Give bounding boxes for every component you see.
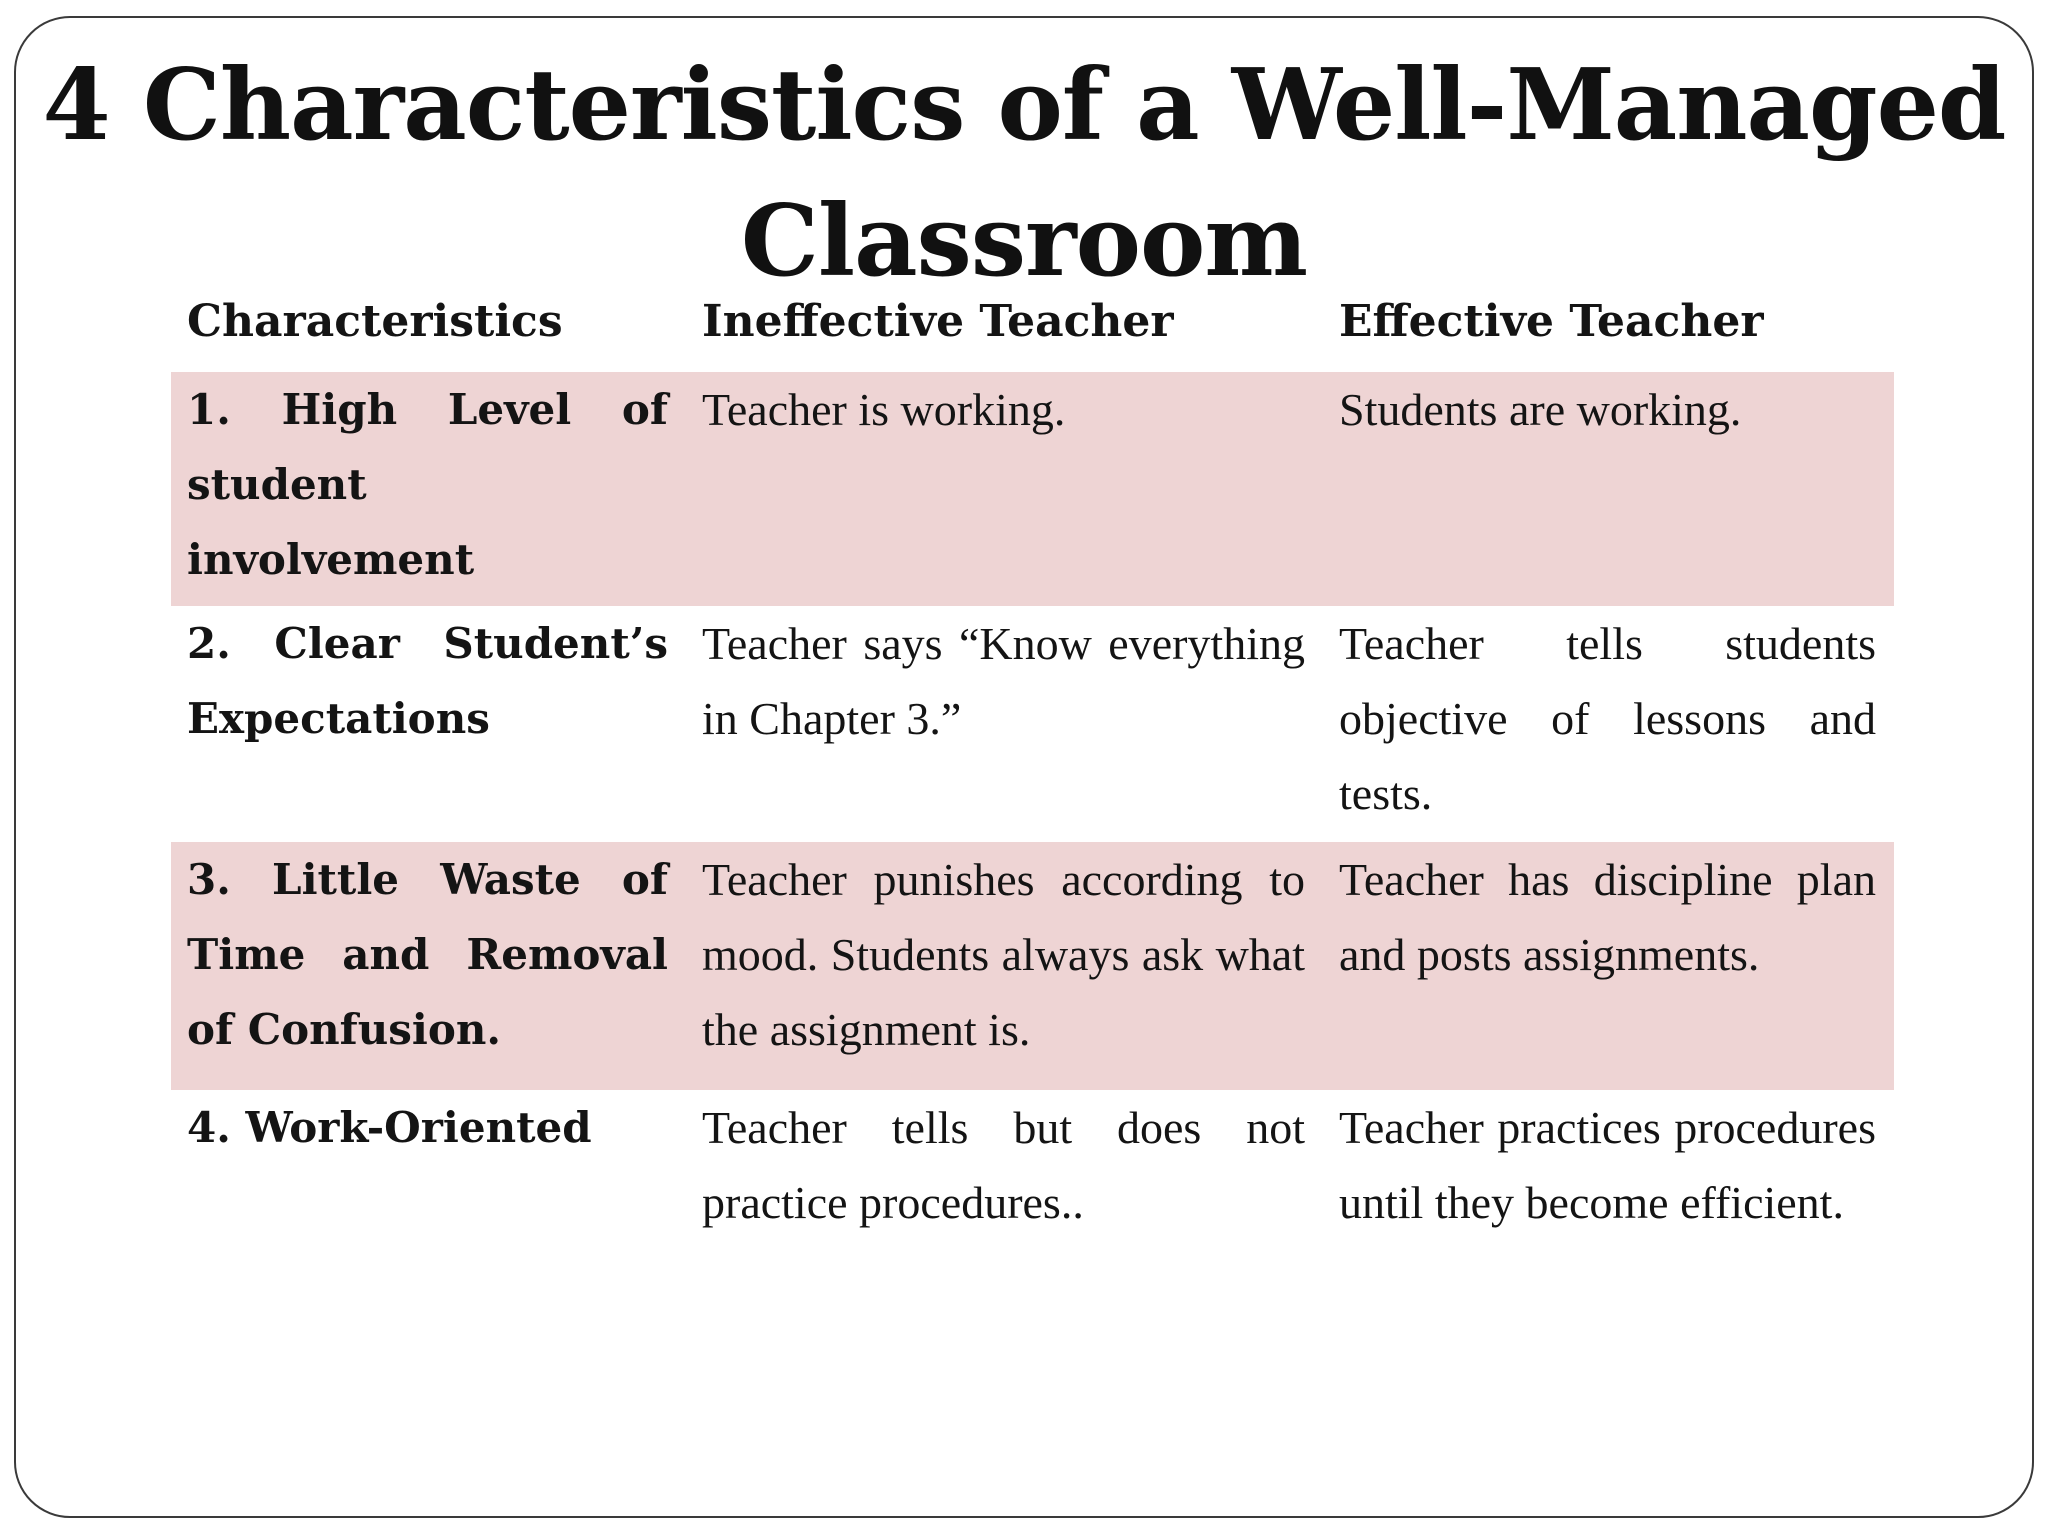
header-characteristics: Characteristics [187, 296, 563, 347]
characteristic-cell: 1. High Level of student involvement [171, 372, 686, 606]
ineffective-cell: Teacher is working. [686, 372, 1323, 606]
comparison-table-wrapper [171, 286, 1894, 1310]
header-effective-teacher: Effective Teacher [1339, 296, 1764, 347]
characteristic-cell: 4. Work-Oriented [187, 1103, 592, 1152]
ineffective-cell: Teacher says “Know everything in Chapter 3.” [702, 618, 1305, 744]
effective-cell: Students are working. [1323, 372, 1894, 606]
comparison-table [171, 286, 1894, 1310]
slide-title: 4 Characteristics of a Well-Managed Classroom [42, 48, 2006, 299]
characteristic-cell: 2. Clear Student’s Expectations [187, 619, 668, 743]
table-row [171, 842, 1894, 1090]
effective-cell: Teacher practices procedures until they become efficient. [1339, 1102, 1876, 1228]
ineffective-cell: Teacher punishes according to mood. Students always ask what the assignment is. [686, 842, 1323, 1090]
effective-cell: Teacher has discipline plan and posts assignments. [1323, 842, 1894, 1090]
effective-cell: Teacher tells students objective of lessons and tests. [1339, 618, 1876, 819]
table-row [171, 1090, 1894, 1310]
table-row [171, 606, 1894, 842]
ineffective-cell: Teacher tells but does not practice procedures.. [702, 1102, 1305, 1228]
characteristic-cell: 3. Little Waste of Time and Removal of Confusion. [171, 842, 686, 1090]
header-row [171, 286, 1894, 372]
header-ineffective-teacher: Ineffective Teacher [702, 296, 1174, 347]
table-row [171, 372, 1894, 606]
